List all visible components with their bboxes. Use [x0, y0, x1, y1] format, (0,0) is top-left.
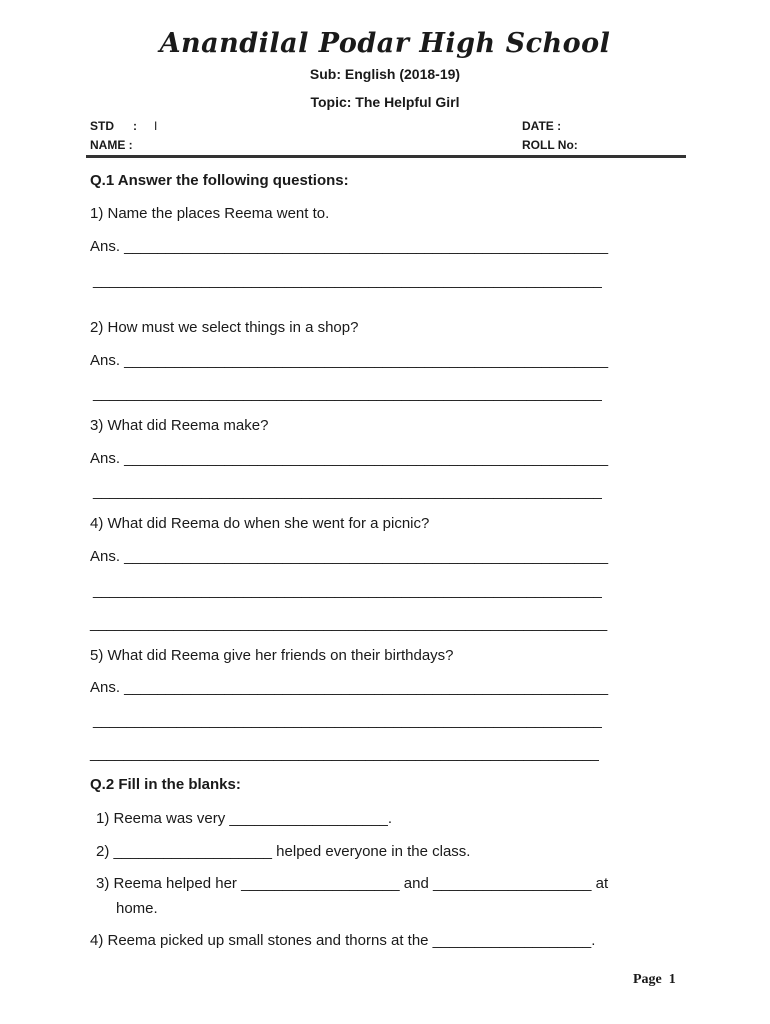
- q2-item-2: 2) ___________________ helped everyone in the class.: [96, 843, 471, 860]
- header-divider: [86, 155, 686, 158]
- answer-continuation-line: _____________________________________________________________: [93, 385, 602, 402]
- std-separator: :: [133, 119, 137, 133]
- answer-continuation-line: _____________________________________________________________: [93, 272, 602, 289]
- subject-line: Sub: English (2018-19): [309, 66, 461, 82]
- q2-item-1: 1) Reema was very ___________________.: [96, 810, 393, 827]
- answer-continuation-line: _____________________________________________________________: [93, 582, 602, 599]
- topic-line: Topic: The Helpful Girl: [310, 94, 460, 110]
- answer-continuation-line: _____________________________________________________________: [93, 483, 602, 500]
- std-label: STD: [90, 119, 114, 133]
- q1-question-2: 2) How must we select things in a shop?: [90, 319, 359, 336]
- date-label: DATE :: [522, 119, 562, 133]
- answer-line: Ans. __________________________________________________________: [90, 679, 609, 696]
- std-value: I: [154, 119, 158, 133]
- answer-continuation-line: _____________________________________________________________: [90, 745, 599, 762]
- answer-line: Ans. __________________________________________________________: [90, 352, 609, 369]
- q2-item-3: 3) Reema helped her ___________________ and ___________________ at: [96, 875, 609, 892]
- q2-heading: Q.2 Fill in the blanks:: [90, 776, 241, 793]
- q1-question-5: 5) What did Reema give her friends on their birthdays?: [90, 647, 454, 664]
- answer-line: Ans. __________________________________________________________: [90, 548, 609, 565]
- name-label: NAME :: [90, 138, 133, 152]
- q1-heading: Q.1 Answer the following questions:: [90, 172, 349, 189]
- roll-label: ROLL No:: [522, 138, 578, 152]
- q2-item-3-continuation: home.: [116, 900, 158, 917]
- school-title: Anandilal Podar High School: [159, 28, 611, 59]
- answer-continuation-line: ______________________________________________________________: [90, 615, 608, 632]
- q1-question-1: 1) Name the places Reema went to.: [90, 205, 330, 222]
- q1-question-4: 4) What did Reema do when she went for a picnic?: [90, 515, 430, 532]
- answer-line: Ans. __________________________________________________________: [90, 238, 609, 255]
- answer-continuation-line: _____________________________________________________________: [93, 712, 602, 729]
- answer-line: Ans. __________________________________________________________: [90, 450, 609, 467]
- q2-item-4: 4) Reema picked up small stones and thorns at the ___________________.: [90, 932, 596, 949]
- q1-question-3: 3) What did Reema make?: [90, 417, 269, 434]
- page-number: Page 1: [633, 972, 676, 987]
